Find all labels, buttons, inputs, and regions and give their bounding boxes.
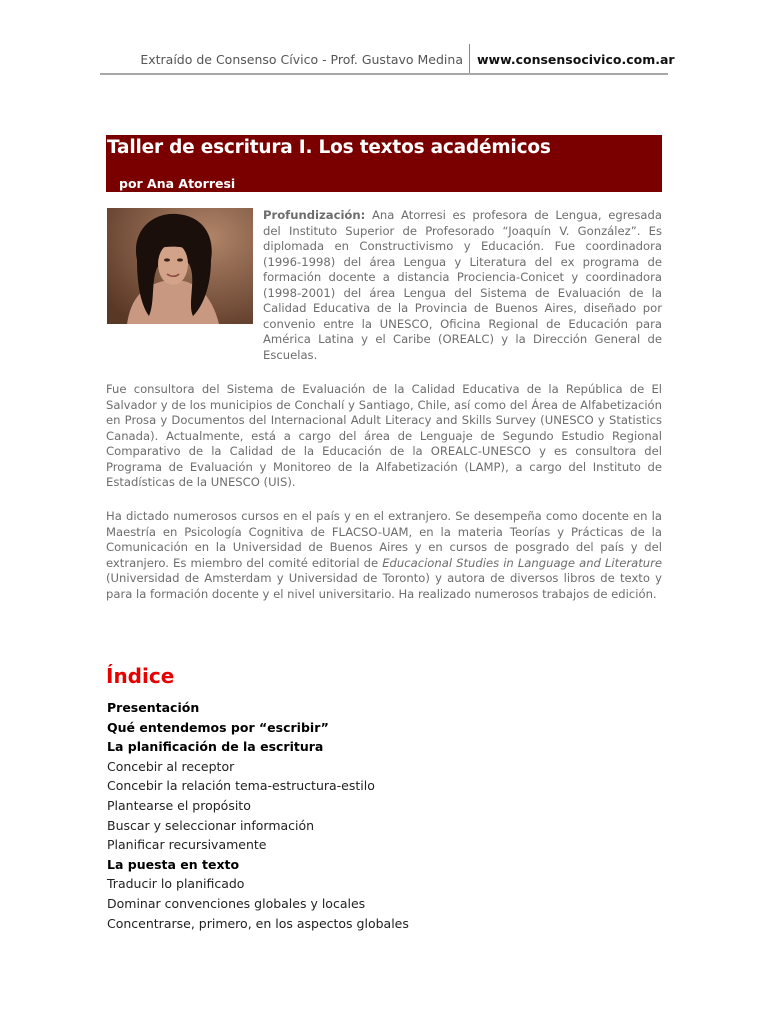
author-photo	[107, 208, 253, 324]
toc-item[interactable]: La planificación de la escritura	[107, 739, 324, 755]
bio-label: Profundización:	[263, 208, 366, 222]
toc-item[interactable]: Traducir lo planificado	[107, 876, 245, 892]
bio-paragraph-1-text: Ana Atorresi es profesora de Lengua, egresada del Instituto Superior de Profesorado “Joaquín V. González”. Es diplomada en Constructivismo y Educación. Fue coordinadora (1996-1998) del área Lengua y Literatura del ex programa de formación docente a distancia Prociencia-Conicet y coordinadora (1998-2001) del área Lengua del Sistema de Evaluación de la Calidad Educativa de la Provincia de Buenos Aires, diseñado por convenio entre la UNESCO, Oficina Regional de Educación para América Latina y el Caribe (OREALC) y la Dirección General de Escuelas.	[263, 208, 662, 362]
toc-item[interactable]: Concebir al receptor	[107, 758, 235, 774]
page-header	[100, 40, 675, 74]
toc-item[interactable]: Concentrarse, primero, en los aspectos globales	[107, 915, 409, 931]
author-portrait-image	[107, 208, 253, 324]
bio-paragraph-3-end: (Universidad de Amsterdam y Universidad de Toronto) y autora de diversos libros de texto y para la formación docente y el nivel universitario. Ha realizado numerosos trabajos de edición.	[106, 571, 662, 601]
bio-paragraph-3	[106, 509, 662, 602]
header-website-link[interactable]: www.consensocivico.com.ar	[477, 52, 675, 67]
toc-item[interactable]: Qué entendemos por “escribir”	[107, 719, 329, 735]
toc-item[interactable]: Plantearse el propósito	[107, 797, 251, 813]
document-title: Taller de escritura I. Los textos académicos	[107, 137, 551, 158]
toc-item[interactable]: Dominar convenciones globales y locales	[107, 895, 366, 911]
header-separator	[469, 44, 470, 74]
bio-paragraph-2: Fue consultora del Sistema de Evaluación de la Calidad Educativa de la República de El Salvador y de los municipios de Conchalí y Santiago, Chile, así como del Área de Alfabetización en Prosa y Documentos del Internacional Adult Literacy and Skills Survey (UNESCO y Statistics Canada). Actualmente, está a cargo del área de Lenguaje de Segundo Estudio Regional Comparativo de la Calidad de la Educación de la OREALC-UNESCO y es consultora del Programa de Evaluación y Monitoreo de la Alfabetización (LAMP), a cargo del Instituto de Estadísticas de la UNESCO (UIS).	[106, 382, 662, 489]
index-heading: Índice	[106, 664, 175, 688]
author-line: por Ana Atorresi	[119, 176, 236, 191]
toc-item[interactable]: Concebir la relación tema-estructura-estilo	[107, 778, 375, 794]
toc-item[interactable]: La puesta en texto	[107, 856, 240, 872]
table-of-contents	[107, 698, 409, 933]
bio-paragraph-1	[263, 208, 662, 363]
journal-title: Educacional Studies in Language and Literature	[382, 555, 662, 570]
toc-item[interactable]: Presentación	[107, 700, 200, 715]
toc-item[interactable]: Buscar y seleccionar información	[107, 817, 315, 833]
bio-paragraph-3-start: Ha dictado numerosos cursos en el país y en el extranjero. Se desempeña como docente en la Maestría en Psicología Cognitiva de FLACSO-UAM, en la materia Teorías y Prácticas de la Comunicación en la Universidad de Buenos Aires y en cursos de posgrado del país y del extranjero. Es miembro del comité editorial de	[106, 509, 662, 570]
toc-item[interactable]: Planificar recursivamente	[107, 837, 267, 853]
title-banner	[106, 135, 662, 192]
header-rule	[100, 73, 668, 75]
header-source-text: Extraído de Consenso Cívico - Prof. Gustavo Medina	[140, 52, 463, 67]
